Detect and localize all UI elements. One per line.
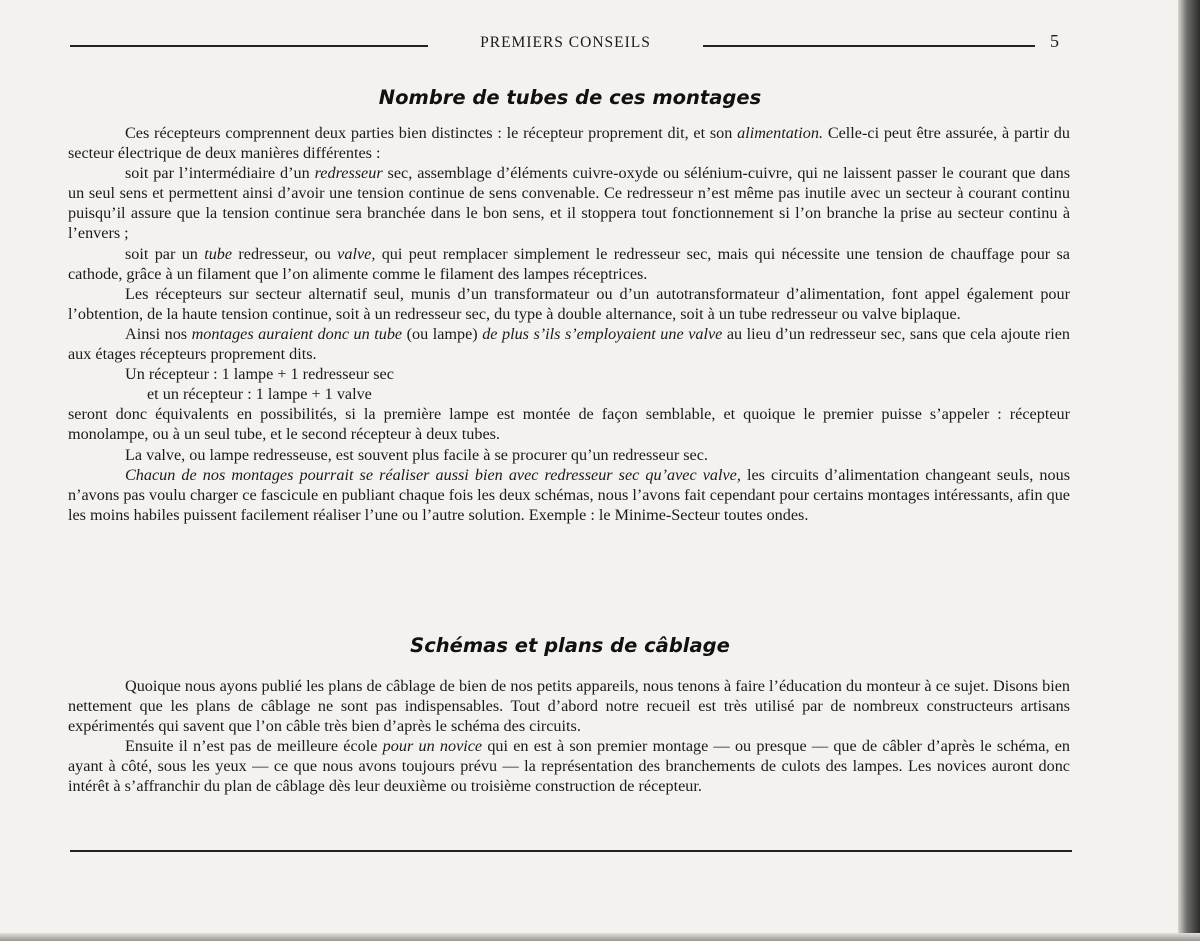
paragraph: Chacun de nos montages pourrait se réaliser aussi bien avec redresseur sec qu’avec valve, les circuits d’alimentation changeant seuls, nous n’avons pas voulu charger ce fascicule en publiant chaque fois les deux schémas, nous l’avons fait cependant pour certains montages intéressants, afin que les moins habiles puissent facilement réaliser l’une ou l’autre solution. Exemple : le Minime-Secteur toutes ondes. [68,465,1071,524]
paragraph: soit par un tube redresseur, ou valve, qui peut remplacer simplement le redresseur sec, mais qui nécessite une tension de chauffage pour sa cathode, grâce à un filament que l’on alimente comme le filament des lampes réceptrices. [68,244,1070,283]
section-heading-schemas: Schémas et plans de câblage [410,634,730,657]
footer-rule [70,850,1072,852]
paragraph: Les récepteurs sur secteur alternatif seul, munis d’un transformateur ou d’un autotransformateur d’alimentation, font appel également pour l’obtention, de la haute tension continue, soit à un redresseur sec, du type à double alternance, soit à un tube redresseur ou valve biplaque. [68,284,1070,323]
header-rule-left [70,45,428,47]
section-body-schemas [68,676,1070,797]
paragraph: La valve, ou lampe redresseuse, est souvent plus facile à se procurer qu’un redresseur sec. [125,445,708,464]
page-number: 5 [1050,31,1059,51]
paragraph: Ainsi nos montages auraient donc un tube (ou lampe) de plus s’ils s’employaient une valve au lieu d’un redresseur sec, sans que cela ajoute rien aux étages récepteurs proprement dits. [68,324,1070,364]
paragraph: Ensuite il n’est pas de meilleure école pour un novice qui en est à son premier montage — ou presque — que de câbler d’après le schéma, en ayant à côté, sous les yeux — ce que nous avons toujours prévu — la représentation des branchements de culots des lampes. Les novices auront donc intérêt à s’affranchir du plan de câblage dès leur deuxième ou troisième construction de récepteur. [68,737,1071,796]
example-line: Un récepteur : 1 lampe + 1 redresseur sec [125,365,394,384]
page-bottom-shadow [0,933,1200,941]
running-title: PREMIERS CONSEILS [480,34,651,51]
page-edge-shadow [1178,0,1200,941]
header-rule-right [703,45,1035,47]
example-line: et un récepteur : 1 lampe + 1 valve [147,385,372,404]
paragraph: soit par l’intermédiaire d’un redresseur sec, assemblage d’éléments cuivre-oxyde ou sélénium-cuivre, qui ne laissent passer le courant que dans un seul sens et permettent ainsi d’avoir une tension continue de sens convenable. Ce redresseur n’est même pas inutile avec un secteur à courant continu puisqu’il assure que la tension continue sera branchée dans le bon sens, et il stoppera tout fonctionnement si l’on branche la prise au secteur continu à l’envers ; [68,164,1071,243]
paragraph: seront donc équivalents en possibilités, si la première lampe est montée de façon semblable, et quoique le premier puisse s’appeler : récepteur monolampe, ou à un seul tube, et le second récepteur à deux tubes. [68,405,1070,444]
section-body-tubes [68,123,1070,525]
section-heading-tubes: Nombre de tubes de ces montages [378,86,762,109]
paragraph: Quoique nous ayons publié les plans de câblage de bien de nos petits appareils, nous tenons à faire l’éducation du monteur à ce sujet. Disons bien nettement que les plans de câblage ne sont pas indispensables. Tout d’abord notre recueil est très utilisé par de nombreux constructeurs artisans expérimentés qui savent que l’on câble très bien d’après le schéma des circuits. [68,677,1070,736]
paragraph: Ces récepteurs comprennent deux parties bien distinctes : le récepteur proprement dit, et son alimentation. Celle-ci peut être assurée, à partir du secteur électrique de deux manières différentes : [68,124,1070,163]
